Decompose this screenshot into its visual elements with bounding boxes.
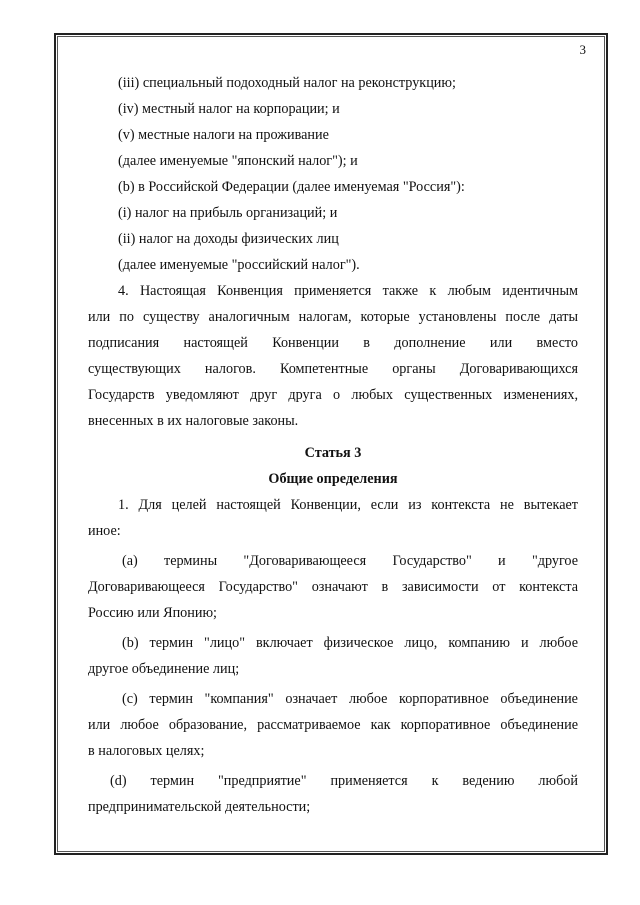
paragraph-line: 1. Для целей настоящей Конвенции, если из контекста не вытекает bbox=[118, 497, 578, 513]
list-item: (i) налог на прибыль организаций; и bbox=[118, 205, 338, 221]
list-item: (iv) местный налог на корпорации; и bbox=[118, 101, 340, 117]
definition-d bbox=[88, 768, 578, 820]
document-body bbox=[88, 70, 578, 820]
definition-b bbox=[88, 630, 578, 682]
article-subtitle: Общие определения bbox=[268, 471, 398, 487]
paragraph-line: 4. Настоящая Конвенция применяется также к любым идентичным bbox=[118, 283, 578, 299]
paragraph-line: внесенных в их налоговые законы. bbox=[88, 413, 299, 429]
paragraph-line: (c) термин "компания" означает любое корпоративное объединение bbox=[122, 691, 578, 707]
paragraph-line: подписания настоящей Конвенции в дополнение или вместо bbox=[88, 335, 578, 351]
definition-a bbox=[88, 548, 578, 626]
definition-c bbox=[88, 686, 578, 764]
paragraph-line: Договаривающееся Государство" означают в зависимости от контекста bbox=[88, 579, 578, 595]
paragraph-line: или любое образование, рассматриваемое как корпоративное объединение bbox=[88, 717, 578, 733]
paragraph-line: (b) термин "лицо" включает физическое лицо, компанию и любое bbox=[122, 635, 578, 651]
paragraph-line: (d) термин "предприятие" применяется к ведению любой bbox=[110, 773, 578, 789]
paragraph-line: или по существу аналогичным налогам, которые установлены после даты bbox=[88, 309, 578, 325]
list-item: (b) в Российской Федерации (далее именуемая "Россия"): bbox=[118, 179, 465, 195]
list-item: (v) местные налоги на проживание bbox=[118, 127, 329, 143]
paragraph-line: иное: bbox=[88, 523, 121, 539]
paragraph-1 bbox=[88, 492, 578, 544]
paragraph-line: существующих налогов. Компетентные органы Договаривающихся bbox=[88, 361, 578, 377]
list-item: (iii) специальный подоходный налог на реконструкцию; bbox=[118, 75, 456, 91]
article-title: Статья 3 bbox=[304, 445, 362, 461]
paragraph-4 bbox=[88, 278, 578, 434]
page-number: 3 bbox=[579, 42, 586, 57]
paragraph-line: Государств уведомляют друг друга о любых существенных изменениях, bbox=[88, 387, 578, 403]
list-item: (далее именуемые "японский налог"); и bbox=[118, 153, 358, 169]
paragraph-line: предпринимательской деятельности; bbox=[88, 799, 311, 815]
paragraph-line: (a) термины "Договаривающееся Государство" и "другое bbox=[122, 553, 578, 569]
paragraph-line: Россию или Японию; bbox=[88, 605, 218, 621]
list-item: (далее именуемые "российский налог"). bbox=[118, 257, 360, 273]
paragraph-line: в налоговых целях; bbox=[88, 743, 205, 759]
paragraph-line: другое объединение лиц; bbox=[88, 661, 240, 677]
list-item: (ii) налог на доходы физических лиц bbox=[118, 231, 339, 247]
